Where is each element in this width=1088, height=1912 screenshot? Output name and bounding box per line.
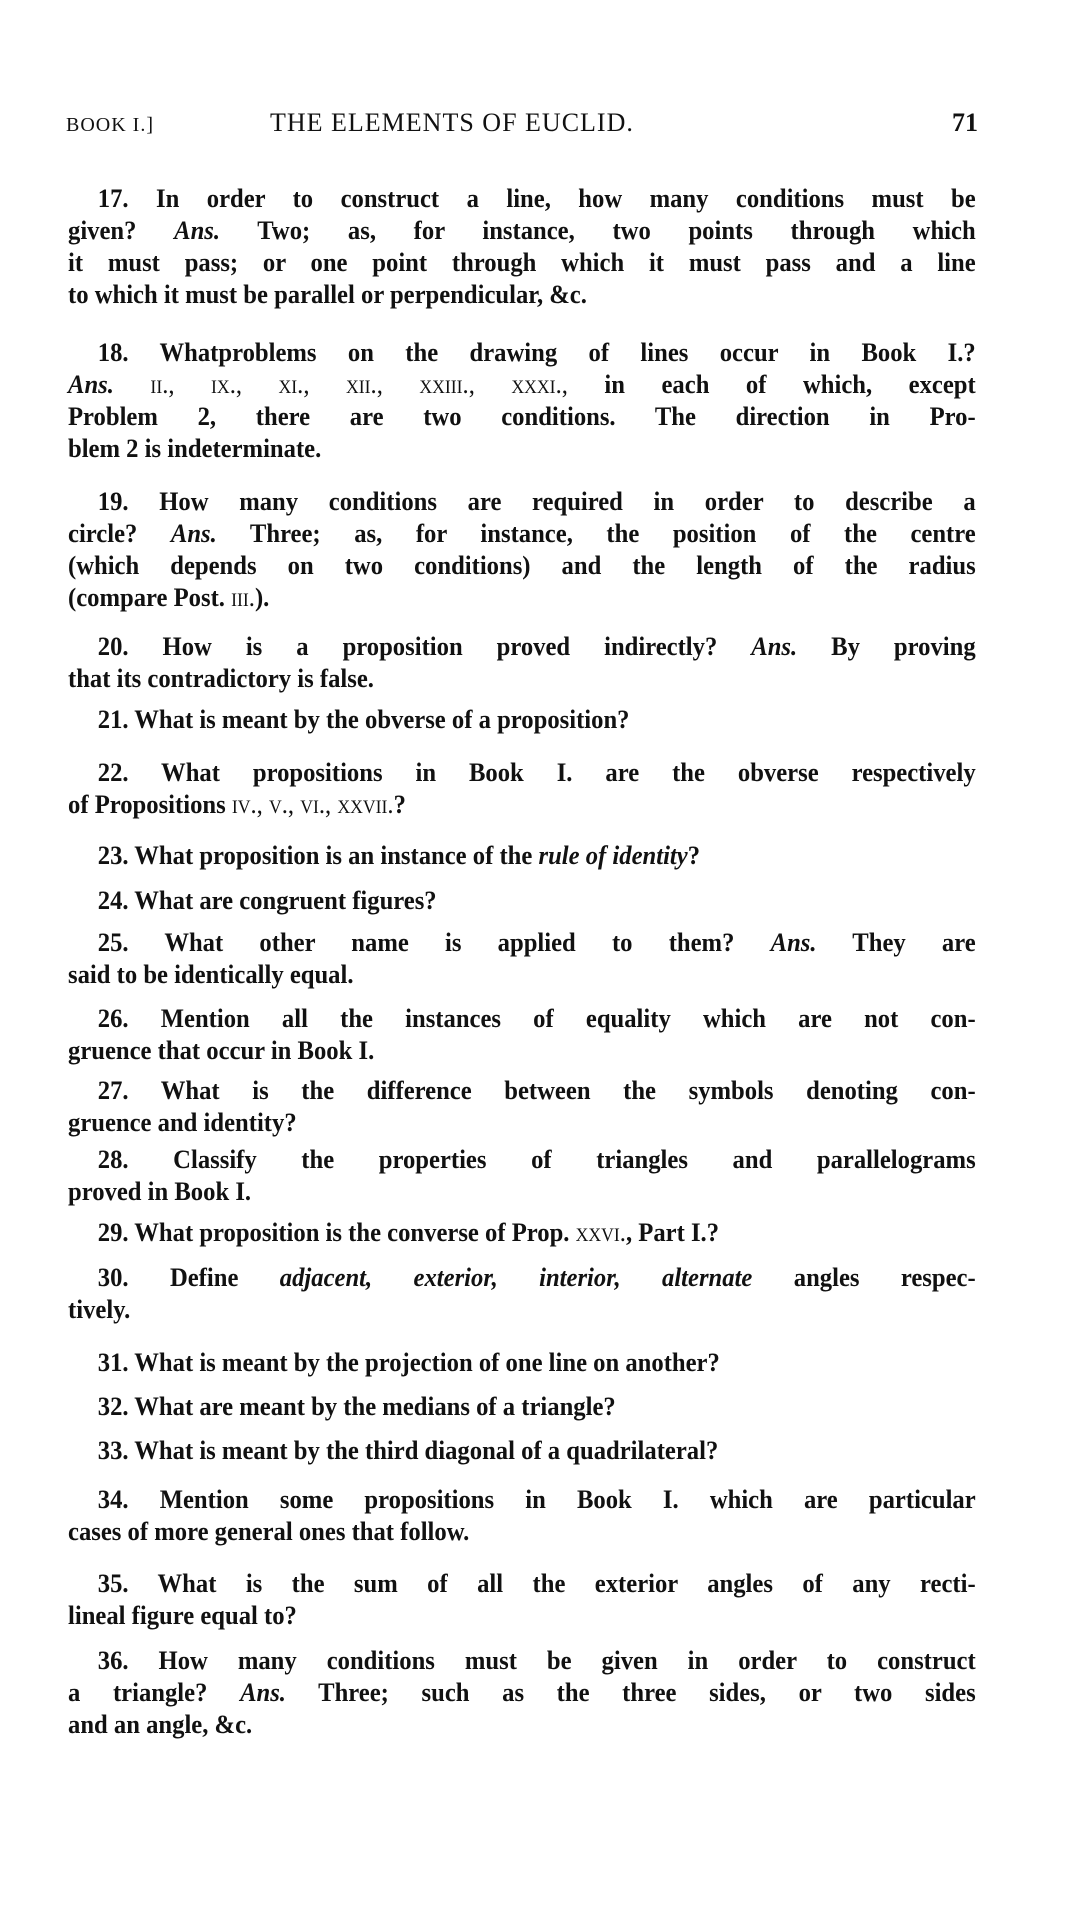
text-line <box>68 432 976 464</box>
text-line <box>68 756 976 788</box>
question-paragraph <box>68 1002 976 1066</box>
text-line <box>68 1644 976 1676</box>
text-line <box>68 1567 976 1599</box>
text-run: 33. What is meant by the third diagonal of a quadrilateral? <box>97 1435 719 1465</box>
text-run: 20. How is a proposition proved indirectly? <box>97 631 752 661</box>
text-run: gruence and identity? <box>68 1107 297 1137</box>
roman-numerals: iii. <box>231 582 255 612</box>
text-line <box>68 336 976 368</box>
text-line <box>68 1261 976 1293</box>
text-run: of Propositions <box>68 789 232 819</box>
text-run: tively. <box>68 1294 131 1324</box>
book-label: BOOK I.] <box>66 114 154 136</box>
text-line <box>68 630 976 662</box>
text-run: 30. Define <box>97 1262 280 1292</box>
text-line <box>68 368 976 400</box>
text-line <box>68 1293 976 1325</box>
question-paragraph <box>68 703 976 735</box>
text-run: 24. What are congruent figures? <box>97 885 437 915</box>
text-run: 22. What propositions in Book I. are the obverse respectively <box>97 757 976 787</box>
text-line <box>68 1106 976 1138</box>
text-run: Two; as, for instance, two points through which <box>220 215 976 245</box>
text-line <box>68 662 976 694</box>
text-line <box>68 926 976 958</box>
text-line <box>68 1002 976 1034</box>
text-run: that its contradictory is false. <box>68 663 374 693</box>
text-line <box>68 1175 976 1207</box>
text-run: 31. What is meant by the projection of one line on another? <box>97 1347 720 1377</box>
text-run: Three; such as the three sides, or two sides <box>285 1677 976 1707</box>
question-paragraph <box>68 1434 976 1466</box>
question-paragraph <box>68 926 976 990</box>
italic-text: rule of identity <box>538 840 688 870</box>
running-header <box>66 108 978 142</box>
text-line <box>68 182 976 214</box>
text-run: angles respec- <box>752 1262 976 1292</box>
italic-text: Ans. <box>751 631 798 661</box>
text-run: ). <box>254 582 270 612</box>
text-run: in each of which, except <box>567 369 976 399</box>
page-title: THE ELEMENTS OF EUCLID. <box>270 108 634 137</box>
text-line <box>68 839 976 871</box>
roman-numerals: xxvi. <box>575 1217 626 1247</box>
text-line <box>68 1034 976 1066</box>
question-paragraph <box>68 756 976 820</box>
text-line <box>68 1676 976 1708</box>
text-run: 29. What proposition is the converse of Prop. <box>97 1217 576 1247</box>
question-paragraph <box>68 336 976 464</box>
text-run <box>114 369 151 399</box>
text-run: gruence that occur in Book I. <box>68 1035 375 1065</box>
text-run: 27. What is the difference between the symbols denoting con- <box>97 1075 976 1105</box>
text-run: By proving <box>797 631 976 661</box>
italic-text: adjacent, exterior, interior, alternate <box>279 1262 753 1292</box>
question-paragraph <box>68 1644 976 1740</box>
text-line <box>68 958 976 990</box>
question-paragraph <box>68 1261 976 1325</box>
text-line <box>68 884 976 916</box>
text-run: lineal figure equal to? <box>68 1600 297 1630</box>
question-paragraph <box>68 1074 976 1138</box>
text-run: a triangle? <box>68 1677 241 1707</box>
text-run: to which it must be parallel or perpendicular, &c. <box>68 279 587 309</box>
text-line <box>68 1599 976 1631</box>
text-run: circle? <box>68 518 171 548</box>
italic-text: Ans. <box>240 1677 286 1707</box>
question-paragraph <box>68 1390 976 1422</box>
text-run: 17. In order to construct a line, how many conditions must be <box>97 183 976 213</box>
text-run: 32. What are meant by the medians of a triangle? <box>97 1391 616 1421</box>
italic-text: Ans. <box>68 369 114 399</box>
text-run: and an angle, &c. <box>68 1709 253 1739</box>
text-run: 25. What other name is applied to them? <box>97 927 771 957</box>
text-run: given? <box>68 215 175 245</box>
text-line <box>68 246 976 278</box>
text-line <box>68 517 976 549</box>
question-paragraph <box>68 839 976 871</box>
text-line <box>68 1143 976 1175</box>
text-run: 21. What is meant by the obverse of a proposition? <box>97 704 630 734</box>
text-run: proved in Book I. <box>68 1176 252 1206</box>
text-run: said to be identically equal. <box>68 959 354 989</box>
text-line <box>68 1515 976 1547</box>
text-run: 23. What proposition is an instance of the <box>97 840 539 870</box>
text-run: , Part I.? <box>625 1217 720 1247</box>
text-line <box>68 1708 976 1740</box>
text-run: 36. How many conditions must be given in order to construct <box>97 1645 976 1675</box>
page-number: 71 <box>952 108 978 137</box>
question-paragraph <box>68 1483 976 1547</box>
question-paragraph <box>68 1143 976 1207</box>
question-paragraph <box>68 884 976 916</box>
text-line <box>68 1216 976 1248</box>
text-run: ? <box>687 840 701 870</box>
text-run: (compare Post. <box>68 582 232 612</box>
question-paragraph <box>68 1567 976 1631</box>
text-line <box>68 1390 976 1422</box>
text-line <box>68 703 976 735</box>
question-paragraph <box>68 630 976 694</box>
text-run: Three; as, for instance, the position of the centre <box>216 518 976 548</box>
text-run: Problem 2, there are two conditions. The direction in Pro- <box>68 401 976 431</box>
italic-text: Ans. <box>174 215 221 245</box>
italic-text: Ans. <box>770 927 817 957</box>
text-line <box>68 1346 976 1378</box>
roman-numerals: iv., v., vi., xxvii. <box>231 789 394 819</box>
text-run: 34. Mention some propositions in Book I. which are particular <box>97 1484 976 1514</box>
italic-text: Ans. <box>170 518 217 548</box>
text-run: 35. What is the sum of all the exterior angles of any recti- <box>97 1568 976 1598</box>
text-line <box>68 549 976 581</box>
text-run: blem 2 is indeterminate. <box>68 433 322 463</box>
text-line <box>68 214 976 246</box>
question-paragraph <box>68 1216 976 1248</box>
text-run: (which depends on two conditions) and the length of the radius <box>68 550 976 580</box>
text-line <box>68 485 976 517</box>
text-line <box>68 581 976 613</box>
text-line <box>68 278 976 310</box>
text-line <box>68 400 976 432</box>
text-line <box>68 788 976 820</box>
text-run: ? <box>393 789 406 819</box>
question-paragraph <box>68 485 976 613</box>
question-paragraph <box>68 1346 976 1378</box>
text-line <box>68 1074 976 1106</box>
text-run: it must pass; or one point through which it must pass and a line <box>68 247 976 277</box>
text-run: They are <box>816 927 976 957</box>
text-line <box>68 1483 976 1515</box>
text-run: 26. Mention all the instances of equality which are not con- <box>97 1003 976 1033</box>
text-line <box>68 1434 976 1466</box>
text-run: 19. How many conditions are required in order to describe a <box>97 486 976 516</box>
text-run: 18. Whatproblems on the drawing of lines occur in Book I.? <box>97 337 976 367</box>
text-run: 28. Classify the properties of triangles and parallelograms <box>97 1144 976 1174</box>
question-paragraph <box>68 182 976 310</box>
text-run: cases of more general ones that follow. <box>68 1516 470 1546</box>
roman-numerals: ii., ix., xi., xii., xxiii., xxxi., <box>150 369 568 399</box>
